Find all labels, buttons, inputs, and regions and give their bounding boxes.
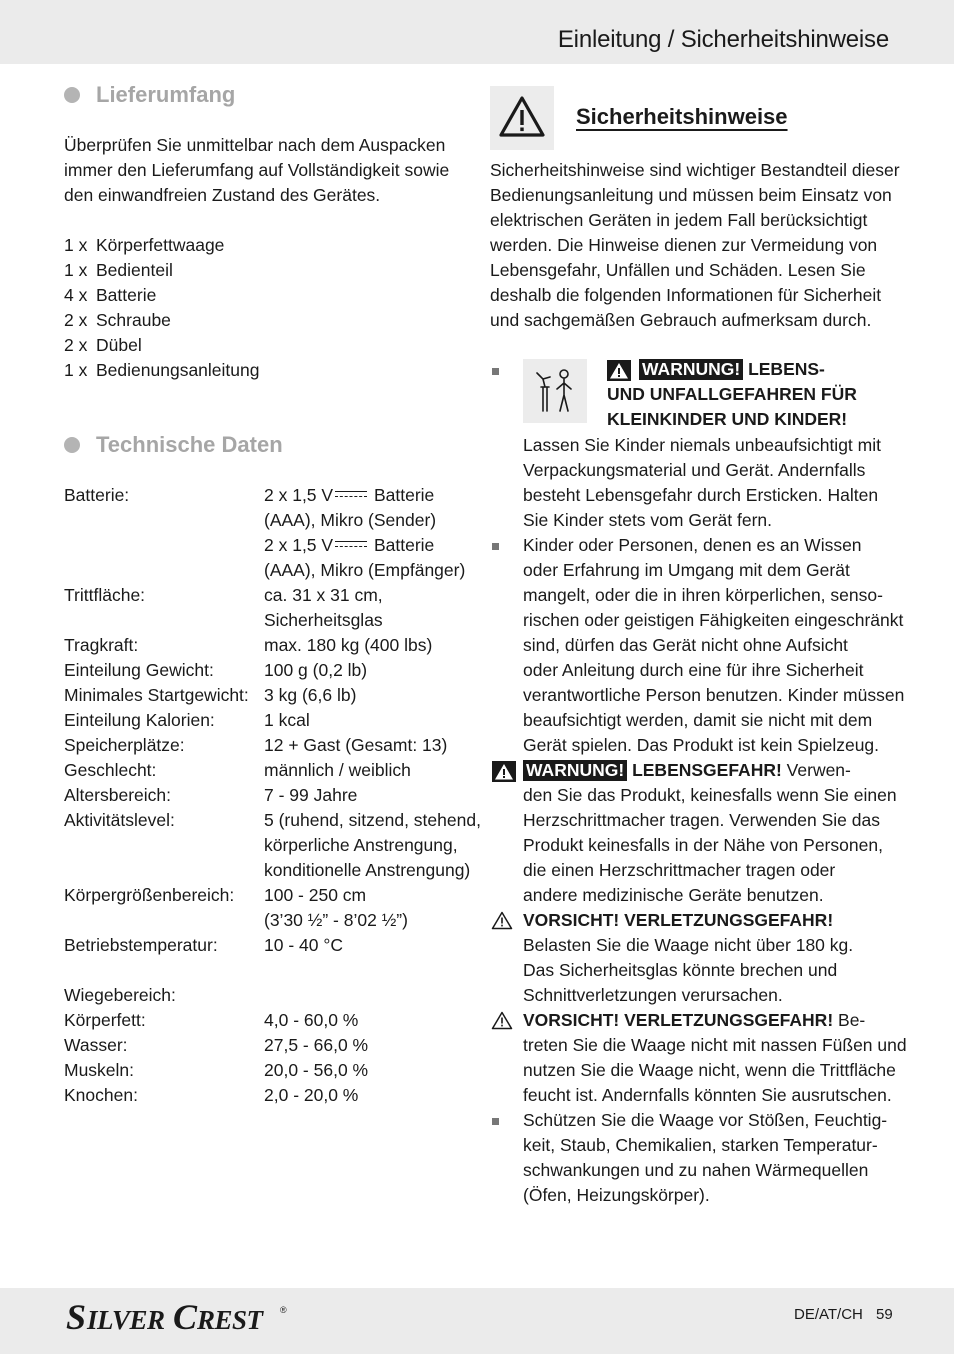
body-text: Be- [838,1010,866,1030]
body-line: oder Erfahrung im Umgang mit dem Gerät [523,560,850,580]
section-technische-daten-heading [64,432,283,458]
spec-value: 100 g (0,2 lb) [264,660,368,680]
spec-label: Aktivitätslevel: [64,810,175,830]
spec-value: (AAA), Mikro (Empfänger) [264,560,466,580]
body-line: keit, Staub, Chemikalien, starken Temperatur- [523,1135,878,1155]
warning-heading-text: LEBENSGEFAHR! [632,760,782,780]
bullet-dot-icon [64,87,80,103]
spec-label: Wiegebereich: [64,985,176,1005]
battery-type: Batterie [373,485,435,505]
body-line: nutzen Sie die Waage nicht, wenn die Trittfläche [523,1060,896,1080]
spec-value: 1 kcal [264,710,310,730]
list-item [64,258,173,283]
caution-triangle-icon [491,911,513,930]
page-number: 59 [876,1306,893,1323]
body-line: die einen Herzschrittmacher tragen oder [523,860,836,880]
item-name: Körperfettwaage [96,235,225,255]
spec-label: Tragkraft: [64,635,139,655]
section-lieferumfang-heading [64,82,235,108]
spec-value: männlich / weiblich [264,760,411,780]
body-line: Schnittverletzungen verursachen. [523,985,783,1005]
intro-line: und sachgemäßen Gebrauch aufmerksam durch. [490,310,872,330]
item-qty: 1 x [64,235,88,255]
spec-value: (3’30 ½” - 8’02 ½”) [264,910,408,930]
warning-heading [523,758,851,783]
intro-line: deshalb die folgenden Informationen für Sicherheit [490,285,882,305]
spec-value: 27,5 - 66,0 % [264,1035,369,1055]
warning-heading [607,357,825,382]
battery-voltage: 2 x 1,5 V [264,535,334,555]
body-line: Schützen Sie die Waage vor Stößen, Feuchtig- [523,1110,888,1130]
body-line: andere medizinische Geräte benutzen. [523,885,824,905]
spec-value: 5 (ruhend, sitzend, stehend, [264,810,481,830]
body-line: Das Sicherheitsglas könnte brechen und [523,960,838,980]
spec-label: Einteilung Gewicht: [64,660,214,680]
spec-label: Muskeln: [64,1060,135,1080]
silvercrest-logo [66,1296,296,1336]
body-line: den Sie das Produkt, keinesfalls wenn Sie einen [523,785,897,805]
body-line: Herzschrittmacher tragen. Verwenden Sie das [523,810,880,830]
list-item [64,233,224,258]
intro-line: Überprüfen Sie unmittelbar nach dem Auspacken [64,135,446,155]
spec-label: Batterie: [64,485,130,505]
spec-value: max. 180 kg (400 lbs) [264,635,433,655]
warning-tag: WARNUNG! [523,760,627,781]
spec-value: 7 - 99 Jahre [264,785,358,805]
list-item [64,358,259,383]
spec-label: Wasser: [64,1035,128,1055]
body-text: Verwen- [786,760,851,780]
spec-value: Sicherheitsglas [264,610,383,630]
bullet-square-icon [492,368,499,375]
dc-symbol-icon [334,490,368,502]
body-line: schwankungen und zu nahen Wärmequellen [523,1160,869,1180]
section-title: Lieferumfang [96,82,236,107]
spec-value: 2,0 - 20,0 % [264,1085,359,1105]
spec-label: Altersbereich: [64,785,171,805]
item-name: Schraube [96,310,171,330]
caution-heading-text: VORSICHT! VERLETZUNGSGEFAHR! [523,1010,834,1030]
spec-value: 100 - 250 cm [264,885,367,905]
warning-heading-text: LEBENS- [748,359,825,379]
intro-line: elektrischen Geräten in jedem Fall berücksichtigt [490,210,868,230]
svg-text:S: S [66,1297,86,1336]
body-line: besteht Lebensgefahr durch Ersticken. Halten [523,485,879,505]
list-item [64,308,171,333]
spec-label: Speicherplätze: [64,735,185,755]
spec-label: Körpergrößenbereich: [64,885,235,905]
bullet-square-icon [492,543,499,550]
body-line: oder Anleitung durch eine für ihre Sicherheit [523,660,864,680]
spec-label: Körperfett: [64,1010,146,1030]
spec-value: 3 kg (6,6 lb) [264,685,357,705]
svg-text:®: ® [280,1305,287,1315]
intro-line: Lebensgefahr, Unfällen und Schäden. Lesen Sie [490,260,866,280]
item-qty: 1 x [64,360,88,380]
body-line: sind, dürfen das Gerät nicht ohne Aufsicht [523,635,848,655]
body-line: mangelt, oder die in ihren körperlichen, senso- [523,585,883,605]
intro-line: Bedienungsanleitung und müssen beim Einsatz von [490,185,892,205]
spec-value [264,483,434,508]
item-name: Batterie [96,285,157,305]
body-line: Kinder oder Personen, denen es an Wissen [523,535,862,555]
spec-label: Trittfläche: [64,585,146,605]
caution-triangle-icon [491,1011,513,1030]
body-line: Lassen Sie Kinder niemals unbeaufsichtigt mit [523,435,881,455]
list-item [64,333,142,358]
body-line: Gerät spielen. Das Produkt ist kein Spielzeug. [523,735,880,755]
body-line: Belasten Sie die Waage nicht über 180 kg. [523,935,854,955]
spec-value [264,533,434,558]
warning-triangle-filled-icon [607,360,631,381]
spec-label: Minimales Startgewicht: [64,685,249,705]
body-line: beaufsichtigt werden, damit sie nicht mit dem [523,710,873,730]
spec-value: 4,0 - 60,0 % [264,1010,359,1030]
bullet-square-icon [492,1118,499,1125]
warning-heading-line: KLEINKINDER UND KINDER! [607,409,848,429]
footer-language: DE/AT/CH [794,1306,863,1323]
item-qty: 2 x [64,335,88,355]
body-line: rischen oder geistigen Fähigkeiten eingeschränkt [523,610,904,630]
spec-value: 12 + Gast (Gesamt: 13) [264,735,448,755]
item-qty: 4 x [64,285,88,305]
bullet-dot-icon [64,437,80,453]
intro-line: den einwandfreien Zustand des Gerätes. [64,185,381,205]
list-item [64,283,156,308]
caution-heading [523,1008,865,1033]
item-name: Dübel [96,335,142,355]
page-title: Einleitung / Sicherheitshinweise [557,26,889,53]
svg-text:C: C [173,1297,197,1336]
warning-box [490,86,554,150]
caution-heading: VORSICHT! VERLETZUNGSGEFAHR! [523,910,834,930]
item-name: Bedienungsanleitung [96,360,260,380]
intro-line: werden. Die Hinweise dienen zur Vermeidung von [490,235,878,255]
battery-voltage: 2 x 1,5 V [264,485,334,505]
body-line: Verpackungsmaterial und Gerät. Andernfalls [523,460,866,480]
child-warning-pictogram [523,359,587,423]
intro-line: immer den Lieferumfang auf Vollständigkeit sowie [64,160,450,180]
item-qty: 2 x [64,310,88,330]
warning-triangle-icon [490,86,554,150]
spec-label: Geschlecht: [64,760,157,780]
spec-label: Einteilung Kalorien: [64,710,215,730]
spec-value: (AAA), Mikro (Sender) [264,510,437,530]
intro-line: Sicherheitshinweise sind wichtiger Bestandteil dieser [490,160,900,180]
spec-value: ca. 31 x 31 cm, [264,585,383,605]
warning-tag: WARNUNG! [639,359,743,380]
dc-symbol-icon [334,540,368,552]
body-line: treten Sie die Waage nicht mit nassen Füßen und [523,1035,907,1055]
item-name: Bedienteil [96,260,173,280]
body-line: (Öfen, Heizungskörper). [523,1185,710,1205]
battery-type: Batterie [373,535,435,555]
body-line: verantwortliche Person benutzen. Kinder müssen [523,685,905,705]
svg-text:ILVER: ILVER [87,1305,165,1335]
spec-value: 10 - 40 °C [264,935,343,955]
spec-value: 20,0 - 56,0 % [264,1060,369,1080]
section-title: Technische Daten [96,432,283,457]
body-line: feucht ist. Andernfalls könnten Sie ausrutschen. [523,1085,892,1105]
spec-label: Betriebstemperatur: [64,935,218,955]
body-line: Produkt keinesfalls in der Nähe von Personen, [523,835,883,855]
item-qty: 1 x [64,260,88,280]
warning-triangle-filled-icon [492,761,516,782]
section-title: Sicherheitshinweise [576,104,788,129]
spec-value: körperliche Anstrengung, [264,835,458,855]
body-line: Sie Kinder stets vom Gerät fern. [523,510,772,530]
svg-text:REST: REST [197,1305,263,1335]
spec-value: konditionelle Anstrengung) [264,860,471,880]
spec-label: Knochen: [64,1085,138,1105]
child-danger-icon [523,359,587,423]
warning-heading-line: UND UNFALLGEFAHREN FÜR [607,384,857,404]
